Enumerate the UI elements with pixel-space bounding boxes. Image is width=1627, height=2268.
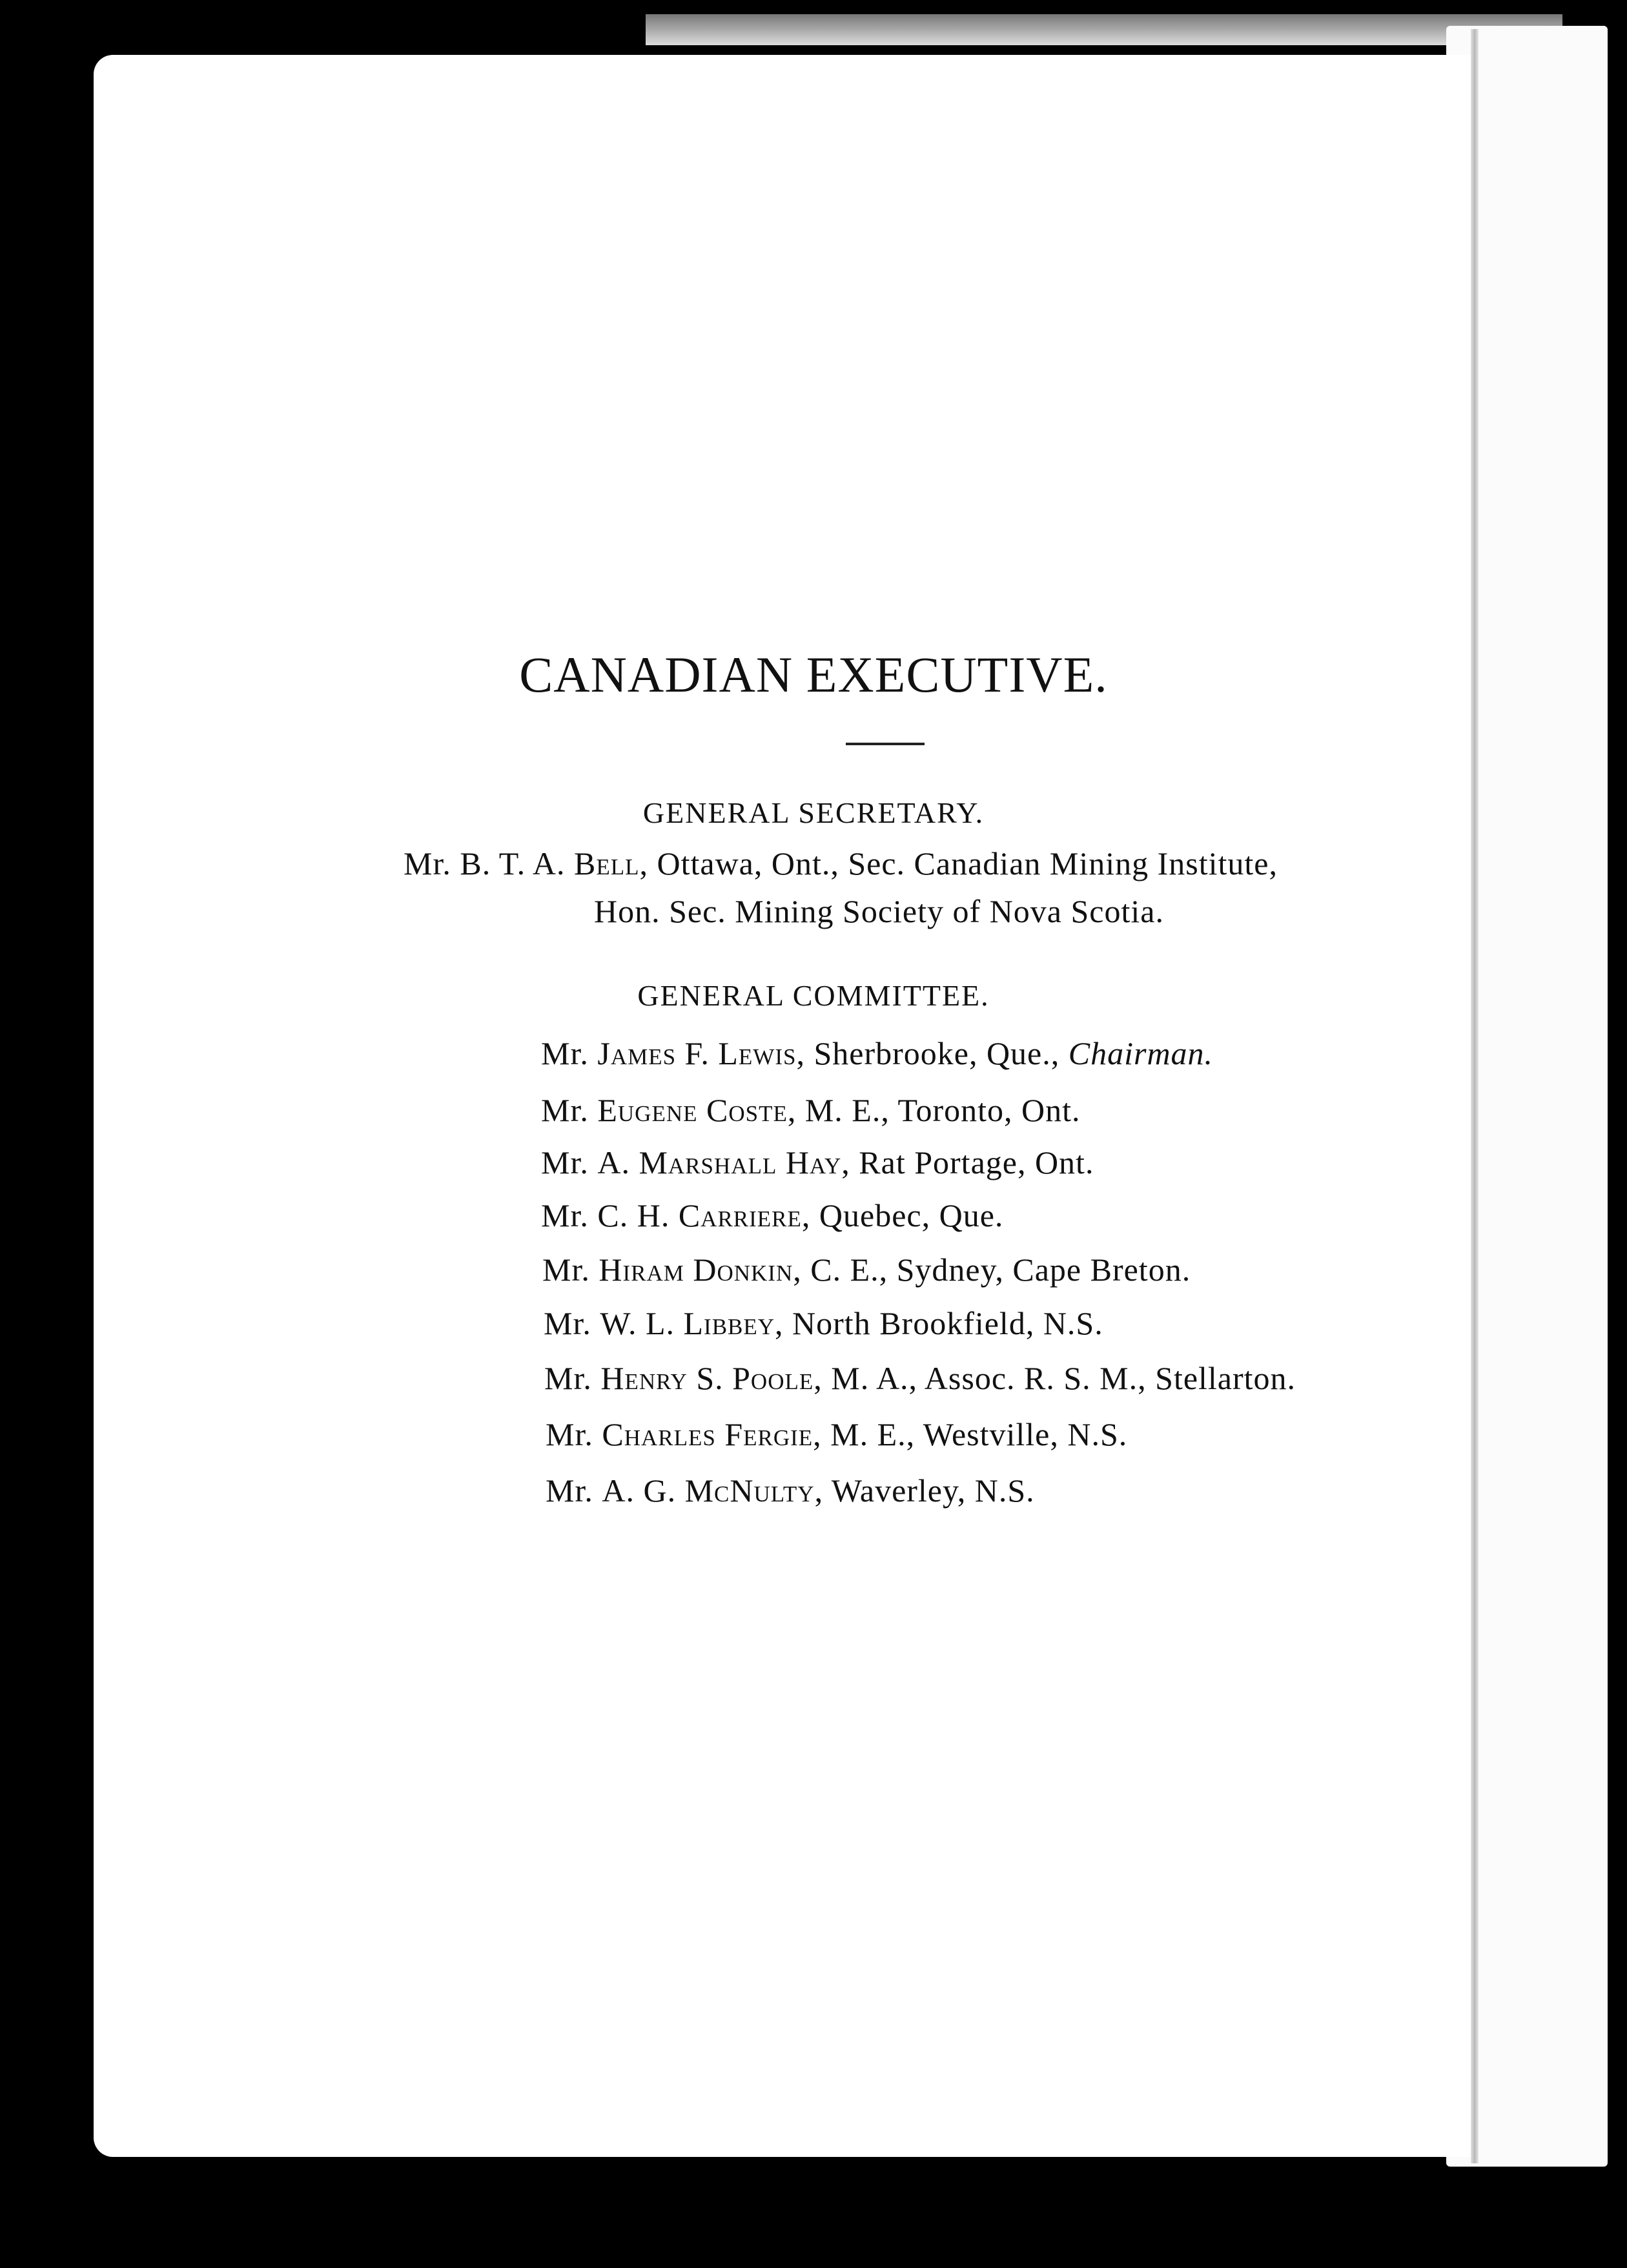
- member-prefix: Mr.: [541, 1035, 589, 1071]
- member-name: James F. Lewis: [597, 1035, 797, 1071]
- committee-member: [541, 1091, 1081, 1129]
- member-name: Eugene Coste: [597, 1092, 788, 1128]
- scan-top-edge: [646, 14, 1562, 45]
- member-details: , Sherbrooke, Que.,: [796, 1035, 1069, 1071]
- secretary-entry-line1: [404, 845, 1278, 882]
- member-name: Henry S. Poole: [600, 1360, 814, 1396]
- member-details: , C. E., Sydney, Cape Breton.: [793, 1252, 1191, 1288]
- member-prefix: Mr.: [541, 1197, 589, 1233]
- member-prefix: Mr.: [541, 1144, 589, 1180]
- member-name: C. H. Carriere: [597, 1197, 802, 1233]
- member-name: Charles Fergie: [602, 1416, 814, 1452]
- committee-member: [541, 1197, 1003, 1234]
- committee-member: [541, 1035, 1213, 1072]
- member-prefix: Mr.: [541, 1092, 589, 1128]
- member-role: Chairman.: [1068, 1035, 1214, 1071]
- secretary-entry-line2: Hon. Sec. Mining Society of Nova Scotia.: [594, 893, 1164, 929]
- member-name: A. Marshall Hay: [597, 1144, 842, 1180]
- committee-member: [542, 1251, 1191, 1288]
- member-details: , M. E., Toronto, Ont.: [787, 1092, 1081, 1128]
- page-gutter-shadow: [1471, 29, 1479, 2163]
- title-divider: [846, 743, 925, 745]
- committee-member: [546, 1416, 1127, 1453]
- member-details: , North Brookfield, N.S.: [775, 1305, 1103, 1341]
- member-prefix: Mr.: [544, 1360, 592, 1396]
- committee-member: [546, 1472, 1035, 1509]
- secretary-details: , Ottawa, Ont., Sec. Canadian Mining Institute,: [639, 845, 1278, 881]
- member-prefix: Mr.: [544, 1305, 591, 1341]
- member-prefix: Mr.: [546, 1472, 593, 1509]
- member-name: Hiram Donkin: [599, 1252, 793, 1288]
- committee-member: [544, 1359, 1296, 1397]
- member-details: , Waverley, N.S.: [814, 1472, 1035, 1509]
- secretary-title: Mr. B. T. A.: [404, 845, 566, 881]
- committee-member: [541, 1144, 1094, 1181]
- committee-member: [544, 1304, 1103, 1342]
- member-prefix: Mr.: [542, 1252, 590, 1288]
- page-title: CANADIAN EXECUTIVE.: [519, 646, 1108, 703]
- secretary-name: Bell: [573, 845, 640, 881]
- member-name: A. G. McNulty: [602, 1472, 815, 1509]
- member-details: , M. E., Westville, N.S.: [813, 1416, 1128, 1452]
- general-committee-heading: GENERAL COMMITTEE.: [637, 979, 990, 1012]
- member-name: W. L. Libbey: [600, 1305, 775, 1341]
- member-details: , Quebec, Que.: [801, 1197, 1004, 1233]
- general-secretary-heading: GENERAL SECRETARY.: [642, 796, 985, 829]
- member-details: , Rat Portage, Ont.: [841, 1144, 1094, 1180]
- member-prefix: Mr.: [546, 1416, 593, 1452]
- member-details: , M. A., Assoc. R. S. M., Stellarton.: [814, 1360, 1296, 1396]
